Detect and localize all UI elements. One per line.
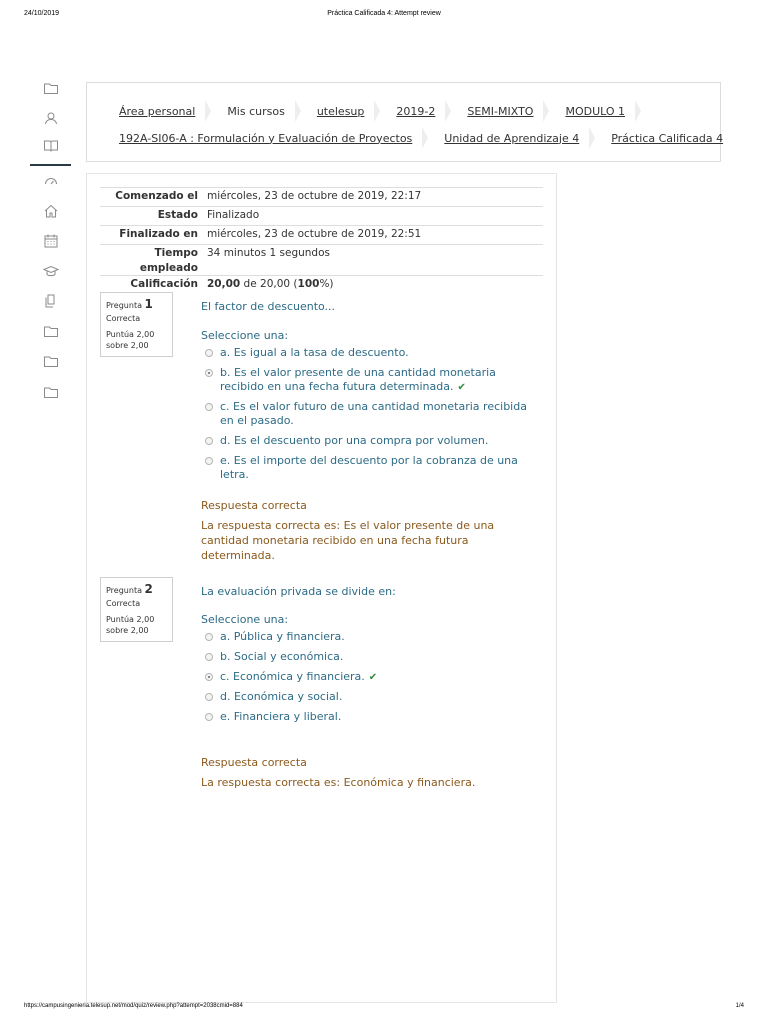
attempt-summary-table bbox=[100, 187, 543, 294]
answer-prompt: Seleccione una: bbox=[201, 329, 289, 342]
answer-option-label: d. Económica y social. bbox=[220, 690, 343, 703]
correct-check-icon: ✔ bbox=[457, 382, 466, 393]
answer-option-label: e. Financiera y liberal. bbox=[220, 710, 342, 723]
summary-value: Finalizado bbox=[207, 209, 260, 221]
answer-option-label: c. Es el valor futuro de una cantidad monetaria recibida en el pasado. bbox=[220, 400, 527, 427]
answer-option-label: d. Es el descuento por una compra por volumen. bbox=[220, 434, 489, 447]
breadcrumb-separator bbox=[445, 100, 451, 122]
correct-check-icon: ✔ bbox=[368, 672, 378, 683]
summary-row-started bbox=[100, 187, 543, 206]
breadcrumb-separator bbox=[589, 127, 595, 149]
answer-option-label: b. Social y económica. bbox=[220, 650, 344, 663]
summary-label: Estado bbox=[157, 209, 198, 221]
radio-button[interactable] bbox=[205, 653, 213, 661]
question-state: Correcta bbox=[106, 599, 141, 608]
summary-value: miércoles, 23 de octubre de 2019, 22:17 bbox=[207, 190, 422, 202]
breadcrumb-separator bbox=[422, 127, 428, 149]
summary-label: Tiempo empleado bbox=[139, 247, 198, 274]
nav-divider bbox=[30, 164, 71, 166]
breadcrumb-item-module[interactable]: MODULO 1 bbox=[565, 104, 626, 118]
answer-option[interactable] bbox=[205, 670, 535, 685]
answer-option[interactable] bbox=[205, 366, 535, 395]
answer-option[interactable] bbox=[205, 630, 535, 644]
radio-button[interactable] bbox=[205, 403, 213, 411]
calendar-icon[interactable] bbox=[43, 233, 59, 249]
breadcrumb-item-course[interactable]: 192A-SI06-A : Formulación y Evaluación de Proyectos bbox=[119, 131, 413, 145]
breadcrumb-item-modality[interactable]: SEMI-MIXTO bbox=[467, 104, 534, 118]
feedback-text: La respuesta correcta es: Es el valor presente de una cantidad monetaria recibido en una fecha futura determinada. bbox=[201, 519, 495, 562]
answer-option[interactable] bbox=[205, 650, 535, 664]
answer-option-text: b. Es el valor presente de una cantidad monetaria recibido en una fecha futura determinada. bbox=[220, 366, 496, 393]
user-icon[interactable] bbox=[43, 110, 59, 126]
breadcrumb bbox=[86, 82, 724, 162]
answer-option[interactable] bbox=[205, 346, 535, 360]
breadcrumb-separator bbox=[543, 100, 549, 122]
home-icon[interactable] bbox=[43, 203, 59, 219]
folder-icon[interactable] bbox=[43, 323, 59, 339]
print-header bbox=[0, 10, 768, 22]
answer-option[interactable] bbox=[205, 434, 535, 448]
answer-option-label: e. Es el importe del descuento por la cobranza de una letra. bbox=[220, 454, 518, 481]
breadcrumb-separator bbox=[635, 100, 641, 122]
answer-prompt: Seleccione una: bbox=[201, 613, 289, 626]
feedback-title: Respuesta correcta bbox=[201, 756, 307, 769]
grade-suffix: %) bbox=[319, 278, 334, 290]
book-icon[interactable] bbox=[43, 138, 59, 154]
graduation-cap-icon[interactable] bbox=[43, 263, 59, 279]
folder-icon[interactable] bbox=[43, 384, 59, 400]
breadcrumb-separator bbox=[205, 100, 211, 122]
summary-value: miércoles, 23 de octubre de 2019, 22:51 bbox=[207, 228, 422, 240]
print-date: 24/10/2019 bbox=[24, 10, 60, 17]
question-info-box bbox=[100, 292, 173, 357]
question-label: Pregunta bbox=[106, 586, 142, 595]
print-url: https://campusingenieria.telesup.net/mod/quiz/review.php?attempt=2038cmid=884 bbox=[24, 1003, 243, 1009]
summary-row-time bbox=[100, 244, 543, 275]
radio-button[interactable] bbox=[205, 633, 213, 641]
folder-icon[interactable] bbox=[43, 353, 59, 369]
folder-icon[interactable] bbox=[43, 80, 59, 96]
question-grade: Puntúa 2,00 sobre 2,00 bbox=[106, 330, 155, 350]
radio-button[interactable] bbox=[205, 349, 213, 357]
print-page-number: 1/4 bbox=[735, 1003, 744, 1009]
question-number bbox=[106, 297, 167, 311]
breadcrumb-row-2 bbox=[117, 127, 725, 149]
radio-button[interactable] bbox=[205, 693, 213, 701]
radio-button-selected[interactable] bbox=[205, 673, 213, 681]
breadcrumb-separator bbox=[295, 100, 301, 122]
summary-value bbox=[207, 277, 334, 292]
breadcrumb-item-mis-cursos: Mis cursos bbox=[227, 104, 285, 118]
answer-option[interactable] bbox=[205, 400, 535, 428]
breadcrumb-item-area-personal[interactable]: Área personal bbox=[119, 104, 196, 118]
radio-button[interactable] bbox=[205, 713, 213, 721]
grade-score: 20,00 bbox=[207, 278, 241, 290]
breadcrumb-item-quiz[interactable]: Práctica Calificada 4 bbox=[611, 131, 724, 145]
question-text: El factor de descuento... bbox=[201, 300, 336, 313]
answer-option[interactable] bbox=[205, 454, 535, 482]
dashboard-icon[interactable] bbox=[43, 173, 59, 189]
answer-option-label: a. Pública y financiera. bbox=[220, 630, 345, 643]
answer-option[interactable] bbox=[205, 690, 535, 704]
question-state: Correcta bbox=[106, 314, 141, 323]
question-index: 2 bbox=[144, 582, 153, 596]
answer-option-text: c. Económica y financiera. bbox=[220, 670, 365, 683]
breadcrumb-separator bbox=[374, 100, 380, 122]
answer-option-label bbox=[205, 366, 535, 395]
radio-button-selected[interactable] bbox=[205, 369, 213, 377]
breadcrumb-item-utelesup[interactable]: utelesup bbox=[316, 104, 365, 118]
answer-option-label bbox=[205, 670, 535, 685]
question-text: La evaluación privada se divide en: bbox=[201, 585, 396, 598]
feedback-title: Respuesta correcta bbox=[201, 499, 307, 512]
grade-out-of: de 20,00 ( bbox=[240, 278, 298, 290]
breadcrumb-item-unit[interactable]: Unidad de Aprendizaje 4 bbox=[444, 131, 580, 145]
summary-label: Calificación bbox=[130, 278, 198, 290]
summary-row-state bbox=[100, 206, 543, 225]
breadcrumb-item-period[interactable]: 2019-2 bbox=[396, 104, 436, 118]
feedback-text: La respuesta correcta es: Económica y financiera. bbox=[201, 776, 476, 789]
question-label: Pregunta bbox=[106, 301, 142, 310]
question-index: 1 bbox=[144, 297, 153, 311]
radio-button[interactable] bbox=[205, 457, 213, 465]
files-icon[interactable] bbox=[43, 293, 59, 309]
summary-label: Finalizado en bbox=[119, 228, 198, 240]
breadcrumb-row-1 bbox=[117, 100, 655, 122]
summary-value: 34 minutos 1 segundos bbox=[207, 247, 330, 259]
radio-button[interactable] bbox=[205, 437, 213, 445]
question-info-box bbox=[100, 577, 173, 642]
summary-label: Comenzado el bbox=[115, 190, 198, 202]
print-title: Práctica Calificada 4: Attempt review bbox=[327, 10, 441, 17]
answer-option[interactable] bbox=[205, 710, 535, 724]
question-grade: Puntúa 2,00 sobre 2,00 bbox=[106, 615, 155, 635]
question-number bbox=[106, 582, 167, 596]
answer-option-label: a. Es igual a la tasa de descuento. bbox=[220, 346, 409, 359]
summary-row-finished bbox=[100, 225, 543, 244]
grade-percent: 100 bbox=[297, 278, 320, 290]
